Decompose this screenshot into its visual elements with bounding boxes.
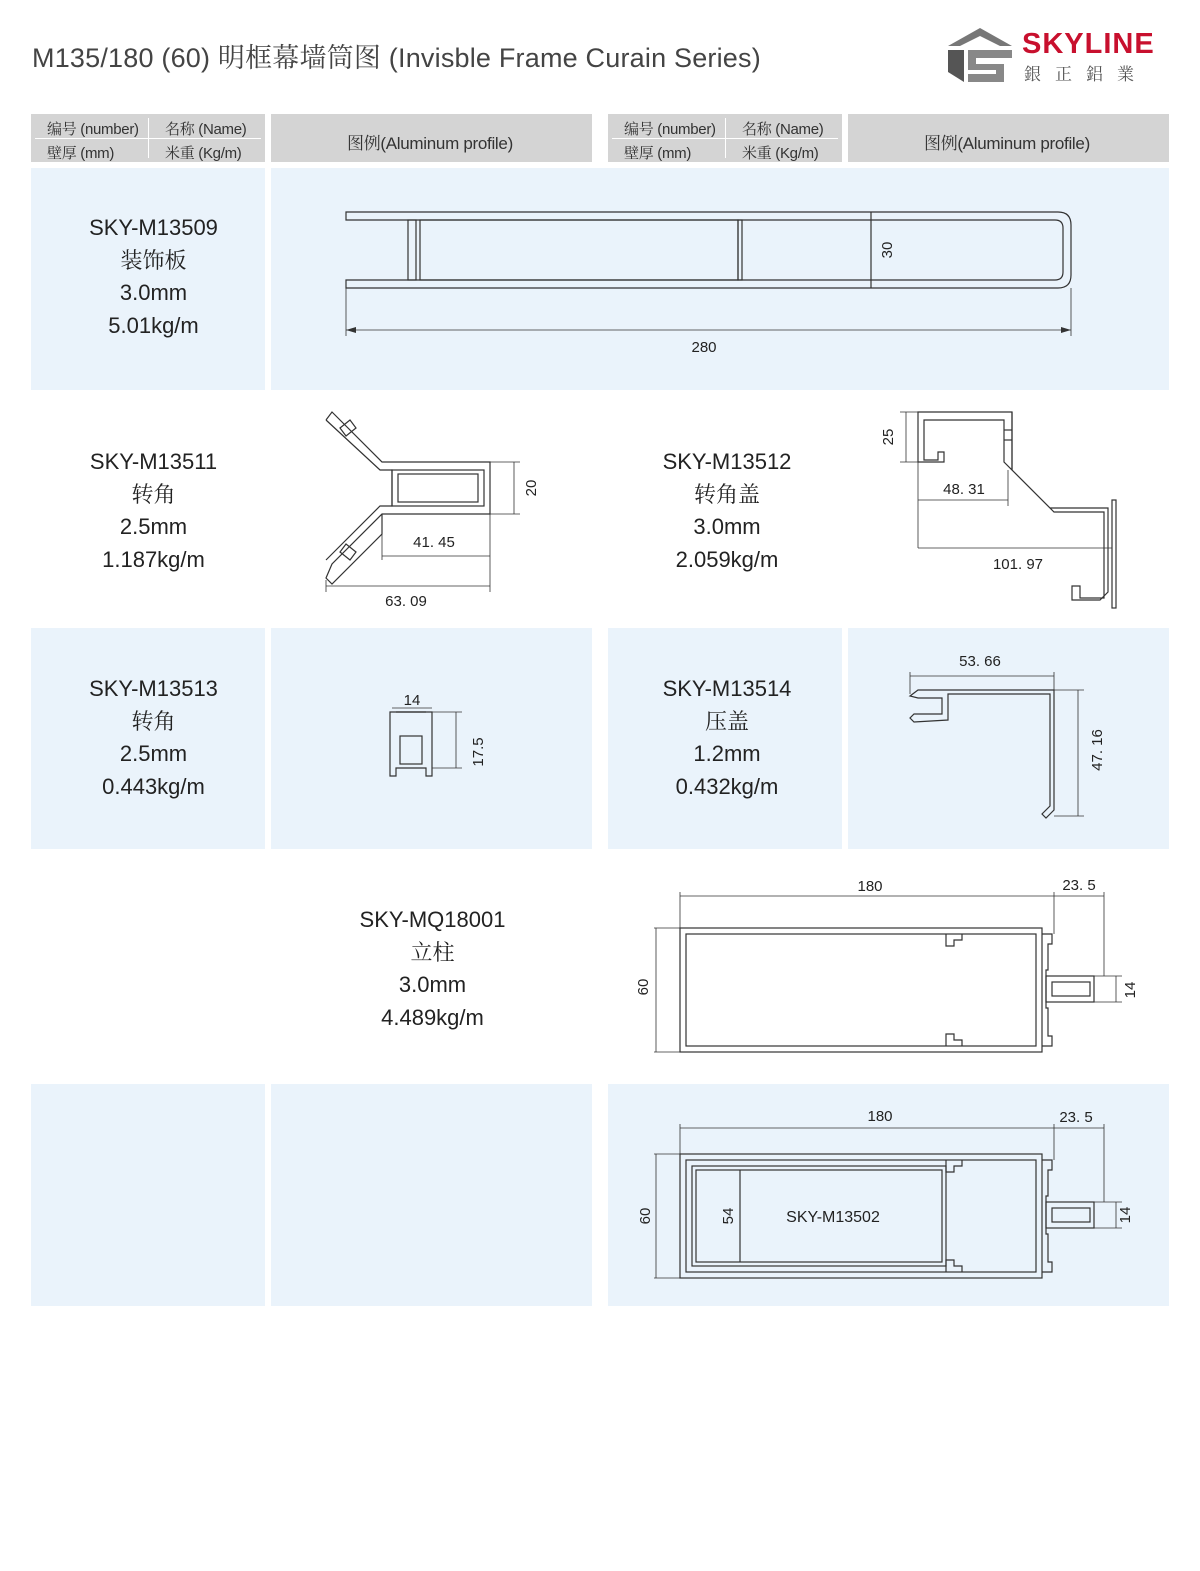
profile-m13512 [900, 412, 1116, 608]
product-code: SKY-M13512 [662, 449, 792, 474]
page-title: M135/180 (60) 明框幕墙筒图 (Invisble Frame Curain Series) [32, 43, 761, 73]
product-name: 压盖 [704, 708, 749, 734]
profile-m13509 [346, 212, 1071, 336]
dim-assembly-inner: 54 [720, 1207, 737, 1225]
product-thickness: 2.5mm [119, 741, 188, 766]
header-number: 编号 (number) [47, 121, 139, 138]
dim-m13513-height: 17.5 [470, 737, 487, 767]
dim-m13513-width: 14 [403, 692, 421, 709]
dim-assembly-tail: 23. 5 [1059, 1109, 1093, 1126]
dim-assembly-fin: 14 [1117, 1206, 1134, 1224]
product-weight: 5.01kg/m [108, 312, 199, 338]
product-thickness: 3.0mm [693, 514, 761, 539]
dim-m13509-height: 30 [879, 241, 896, 259]
product-code: SKY-M13511 [89, 449, 218, 474]
product-weight: 0.432kg/m [675, 773, 779, 799]
profile-assembly [654, 1124, 1122, 1278]
product-thickness: 2.5mm [119, 514, 188, 539]
dim-m13512-height: 25 [880, 428, 897, 446]
product-name: 立柱 [410, 939, 455, 965]
header-profile: 图例(Aluminum profile) [347, 134, 513, 153]
product-thickness: 3.0mm [119, 280, 188, 305]
dim-mq18001-fin: 14 [1122, 981, 1139, 999]
product-name: 转角盖 [693, 481, 760, 507]
product-code: SKY-M13514 [662, 676, 792, 701]
dim-mq18001-height: 60 [635, 978, 652, 996]
product-thickness: 1.2mm [693, 741, 761, 766]
dim-m13512-total: 101. 97 [992, 556, 1044, 573]
dim-mq18001-tail: 23. 5 [1062, 877, 1096, 894]
product-name: 装饰板 [120, 247, 187, 273]
dim-assembly-height: 60 [637, 1207, 654, 1225]
header-weight: 米重 (Kg/m) [165, 145, 242, 162]
product-weight: 4.489kg/m [381, 1004, 484, 1030]
product-weight: 2.059kg/m [675, 546, 779, 572]
header-number: 编号 (number) [624, 121, 716, 138]
dim-mq18001-depth: 180 [857, 878, 883, 895]
dim-m13511-inner: 41. 45 [413, 534, 455, 551]
product-code: SKY-M13513 [89, 676, 218, 701]
profile-m13513 [390, 708, 462, 776]
brand-subtitle: 銀正鋁業 [1024, 65, 1148, 84]
product-weight: 1.187kg/m [102, 546, 205, 572]
dim-m13514-width: 53. 66 [959, 653, 1001, 670]
header-name: 名称 (Name) [165, 121, 247, 138]
product-code: SKY-MQ18001 [359, 907, 506, 932]
product-name: 转角 [131, 481, 176, 507]
product-weight: 0.443kg/m [102, 773, 205, 799]
header-profile: 图例(Aluminum profile) [924, 134, 1090, 153]
product-thickness: 3.0mm [398, 972, 467, 997]
assembly-insert-label: SKY-M13502 [786, 1209, 880, 1226]
dim-assembly-depth: 180 [867, 1108, 893, 1125]
profile-m13514 [910, 672, 1084, 818]
header-name: 名称 (Name) [742, 121, 824, 138]
profile-mq18001 [654, 892, 1122, 1052]
product-name: 转角 [131, 708, 176, 734]
profile-m13511 [326, 412, 520, 592]
product-code: SKY-M13509 [89, 215, 218, 240]
brand-name: SKYLINE [1022, 28, 1155, 60]
dim-m13514-height: 47. 16 [1089, 729, 1106, 771]
dim-m13509-length: 280 [691, 339, 717, 356]
header-weight: 米重 (Kg/m) [742, 145, 819, 162]
header-wall: 壁厚 (mm) [47, 145, 115, 162]
dim-m13511-height: 20 [523, 479, 540, 497]
dim-m13511-total: 63. 09 [385, 593, 427, 610]
dim-m13512-inner: 48. 31 [943, 481, 985, 498]
header-wall: 壁厚 (mm) [624, 145, 692, 162]
